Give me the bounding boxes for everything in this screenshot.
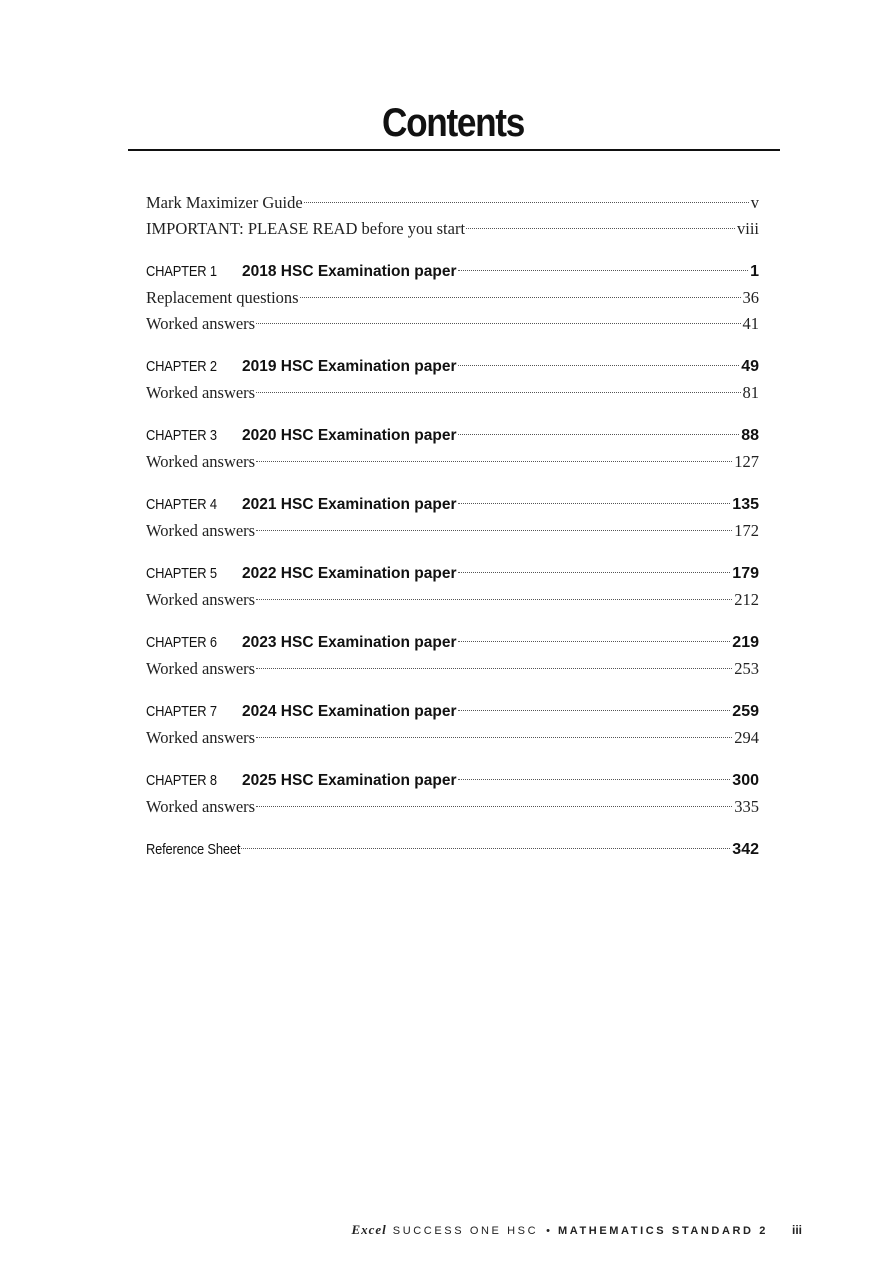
toc-entry-important-read[interactable] [146, 216, 759, 242]
toc-subentry-page: 212 [734, 590, 759, 609]
toc-chapter-4[interactable] [146, 492, 759, 518]
chapter-title: 2018 HSC Examination paper [242, 263, 457, 280]
page-title: Contents [382, 101, 524, 145]
title-rule [128, 149, 780, 151]
toc-subentry-page: 127 [734, 452, 759, 471]
toc-entry-label: IMPORTANT: PLEASE READ before you start [146, 219, 466, 238]
chapter-title: 2023 HSC Examination paper [242, 634, 457, 651]
toc-subentry-page: 335 [734, 797, 759, 816]
toc-subentry-label: Worked answers [146, 521, 256, 540]
toc-subentry[interactable] [146, 656, 759, 682]
chapter-number: CHAPTER 5 [146, 565, 217, 582]
brand-name: Excel [351, 1222, 387, 1237]
dot-leader [458, 710, 731, 711]
toc-chapter-8[interactable] [146, 768, 759, 794]
toc-subentry[interactable] [146, 794, 759, 820]
toc-entry-mark-maximizer-guide[interactable] [146, 190, 759, 216]
dot-leader [458, 365, 740, 366]
dot-leader [458, 641, 731, 642]
chapter-title: 2025 HSC Examination paper [242, 772, 457, 789]
toc-subentry[interactable] [146, 518, 759, 544]
toc-subentry-label: Worked answers [146, 590, 256, 609]
toc-subentry-page: 294 [734, 728, 759, 747]
toc-entry-page: viii [736, 219, 759, 238]
toc-subentry-label: Worked answers [146, 797, 256, 816]
dot-leader [256, 530, 732, 531]
toc-subentry-label: Worked answers [146, 659, 256, 678]
toc-subentry[interactable] [146, 380, 759, 406]
dot-leader [300, 297, 741, 298]
toc-subentry-page: 81 [742, 383, 759, 402]
chapter-page: 300 [732, 772, 759, 789]
chapter-title: 2024 HSC Examination paper [242, 703, 457, 720]
toc-subentry[interactable] [146, 311, 759, 337]
chapter-title: 2022 HSC Examination paper [242, 565, 457, 582]
toc-chapter-1[interactable] [146, 259, 759, 285]
toc-subentry-label: Worked answers [146, 452, 256, 471]
chapter-page: 88 [741, 427, 759, 444]
reference-sheet-label: Reference Sheet [146, 841, 241, 858]
dot-leader [466, 228, 735, 229]
chapter-number: CHAPTER 4 [146, 496, 217, 513]
chapter-number: CHAPTER 2 [146, 358, 217, 375]
toc-subentry-label: Worked answers [146, 314, 256, 333]
table-of-contents [146, 190, 759, 863]
dot-leader [256, 323, 740, 324]
dot-leader [256, 737, 732, 738]
chapter-page: 259 [732, 703, 759, 720]
toc-subentry[interactable] [146, 587, 759, 613]
toc-subentry-page: 41 [742, 314, 759, 333]
chapter-title: 2021 HSC Examination paper [242, 496, 457, 513]
toc-subentry-page: 172 [734, 521, 759, 540]
toc-subentry[interactable] [146, 725, 759, 751]
chapter-page: 1 [750, 263, 759, 280]
chapter-title: 2020 HSC Examination paper [242, 427, 457, 444]
toc-subentry-label: Replacement questions [146, 288, 299, 307]
chapter-page: 135 [732, 496, 759, 513]
dot-leader [256, 599, 732, 600]
toc-subentry[interactable] [146, 449, 759, 475]
dot-leader [304, 202, 749, 203]
dot-leader [458, 270, 749, 271]
page-footer [351, 1222, 802, 1238]
toc-subentry-page: 253 [734, 659, 759, 678]
series-name: SUCCESS ONE HSC [392, 1225, 539, 1237]
page-number: iii [791, 1223, 802, 1237]
dot-leader [256, 461, 732, 462]
chapter-number: CHAPTER 6 [146, 634, 217, 651]
dot-leader [256, 392, 740, 393]
bullet-separator: • [546, 1225, 550, 1237]
dot-leader [458, 779, 731, 780]
dot-leader [256, 806, 732, 807]
toc-chapter-2[interactable] [146, 354, 759, 380]
toc-chapter-7[interactable] [146, 699, 759, 725]
toc-chapter-5[interactable] [146, 561, 759, 587]
dot-leader [458, 434, 740, 435]
reference-sheet-page: 342 [732, 841, 759, 858]
chapter-page: 219 [732, 634, 759, 651]
toc-subentry-label: Worked answers [146, 728, 256, 747]
subject-name: MATHEMATICS STANDARD 2 [558, 1225, 768, 1237]
toc-entry-reference-sheet[interactable] [146, 837, 759, 863]
chapter-number: CHAPTER 1 [146, 263, 217, 280]
dot-leader [256, 668, 732, 669]
toc-entry-page: v [750, 193, 759, 212]
chapter-page: 49 [741, 358, 759, 375]
toc-chapter-6[interactable] [146, 630, 759, 656]
toc-subentry[interactable] [146, 285, 759, 311]
dot-leader [239, 848, 731, 849]
toc-subentry-page: 36 [742, 288, 759, 307]
chapter-number: CHAPTER 8 [146, 772, 217, 789]
chapter-title: 2019 HSC Examination paper [242, 358, 457, 375]
chapter-page: 179 [732, 565, 759, 582]
chapter-number: CHAPTER 7 [146, 703, 217, 720]
chapter-number: CHAPTER 3 [146, 427, 217, 444]
toc-subentry-label: Worked answers [146, 383, 256, 402]
toc-entry-label: Mark Maximizer Guide [146, 193, 303, 212]
dot-leader [458, 503, 731, 504]
toc-chapter-3[interactable] [146, 423, 759, 449]
dot-leader [458, 572, 731, 573]
